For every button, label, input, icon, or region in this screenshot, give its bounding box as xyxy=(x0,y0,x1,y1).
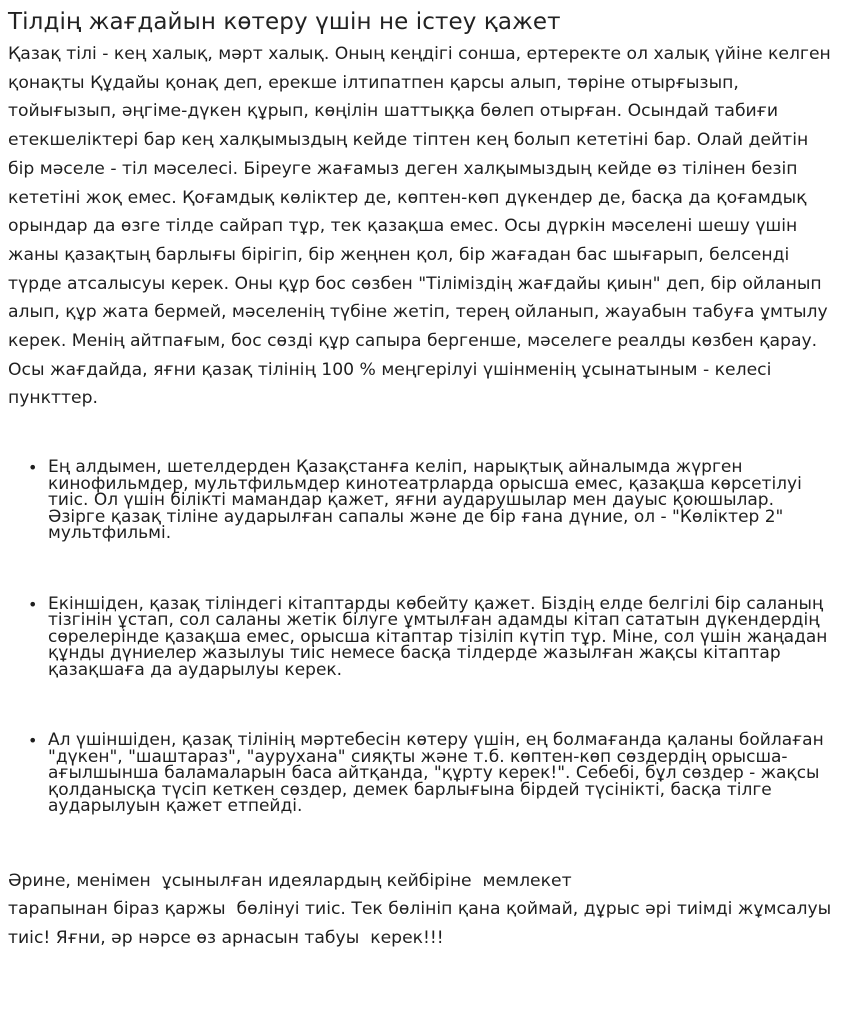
closing-line-1: Әрине, менімен ұсынылған идеялардың кейбіріне мемлекет xyxy=(8,870,572,891)
article-title: Тілдің жағдайын көтеру үшін не істеу қажет xyxy=(8,9,561,35)
list-item xyxy=(28,459,836,542)
proposal-list xyxy=(8,459,836,815)
bullet-icon: • xyxy=(28,458,38,478)
list-item-text: Ең алдымен, шетелдерден Қазақстанға келіп, нарықтық айналымда жүрген кинофильмдер, мультфильмдер кинотеатрларда орысша емес, қазақша көрсетілуі тиіс. Ол үшін білікті мамандар қажет, яғни аударушылар мен дауыс қоюшылар. Әзірге қазақ тіліне аударылған сапалы және де бір ғана дүние, ол - "Көліктер 2" мультфильмі. xyxy=(48,457,802,544)
article xyxy=(8,6,836,953)
closing-line-2: тарапынан біраз қаржы бөлінуі тиіс. Тек бөлініп қана қоймай, дұрыс әрі тиімді жұмсалуы тиіс! Яғни, әр нәрсе өз арнасын табуы керек!!! xyxy=(8,899,837,949)
bullet-icon: • xyxy=(28,594,38,614)
list-item-text: Ал үшіншіден, қазақ тілінің мәртебесін көтеру үшін, ең болмағанда қаланы бойлаған "дүкен", "шаштараз", "аурухана" сияқты және т.б. көптен-көп сөздердің орысша-ағылшынша баламаларын баса айтқанда, "құрту керек!". Себебі, бұл сөздер - жақсы қолданысқа түсіп кеткен сөздер, демек барлығына бірдей түсінікті, басқа тілге аударылуын қажет етпейді. xyxy=(48,730,824,817)
list-item-text: Екіншіден, қазақ тіліндегі кітаптарды көбейту қажет. Біздің елде белгілі бір саланың тізгінін ұстап, сол саланы жетік білуге ұмтылған адамды кітап сататын дүкендердің сөрелерінде қазақша емес, орысша кітаптар тізіліп күтіп тұр. Міне, сол үшін жаңадан құнды дүниелер жазылуы тиіс немесе басқа тілдерде жазылған жақсы кітаптар қазақшаға да аударылуы керек. xyxy=(48,593,828,680)
bullet-icon: • xyxy=(28,731,38,751)
intro-paragraph: Қазақ тілі - кең халық, мәрт халық. Оның кеңдігі сонша, ертеректе ол халық үйіне келген қонақты Құдайы қонақ деп, ерекше ілтипатпен қарсы алып, төріне отырғызып, тойығызып, әңгіме-дүкен құрып, көңілін шаттыққа бөлеп отырған. Осындай табиғи етекшеліктері бар кең халқымыздың кейде тіптен кең болып кететіні бар. Олай дейтін бір мәселе - тіл мәселесі. Біреуге жағамыз деген халқымыздың кейде өз тілінен безіп кететіні жоқ емес. Қоғамдық көліктер де, көптен-көп дүкендер де, басқа да қоғамдық орындар да өзге тілде сайрап тұр, тек қазақша емес. Осы дүркін мәселені шешу үшін жаны қазақтың барлығы бірігіп, бір жеңнен қол, бір жағадан бас шығарып, белсенді түрде атсалысуы керек. Оны құр бос сөзбен "Тіліміздің жағдайы қиын" деп, бір ойланып алып, құр жата бермей, мәселенің түбіне жетіп, терең ойланып, жауабын табуға ұмтылу керек. Менің айтпағым, бос сөзді құр сапыра бергенше, мәселеге реалды көзбен қарау. Осы жағдайда, яғни қазақ тілінің 100 % меңгерілуі үшінменің ұсынатыным - келесі пункттер. xyxy=(8,44,831,409)
closing-paragraph xyxy=(8,867,836,953)
list-item xyxy=(28,732,836,815)
list-item xyxy=(28,593,836,680)
